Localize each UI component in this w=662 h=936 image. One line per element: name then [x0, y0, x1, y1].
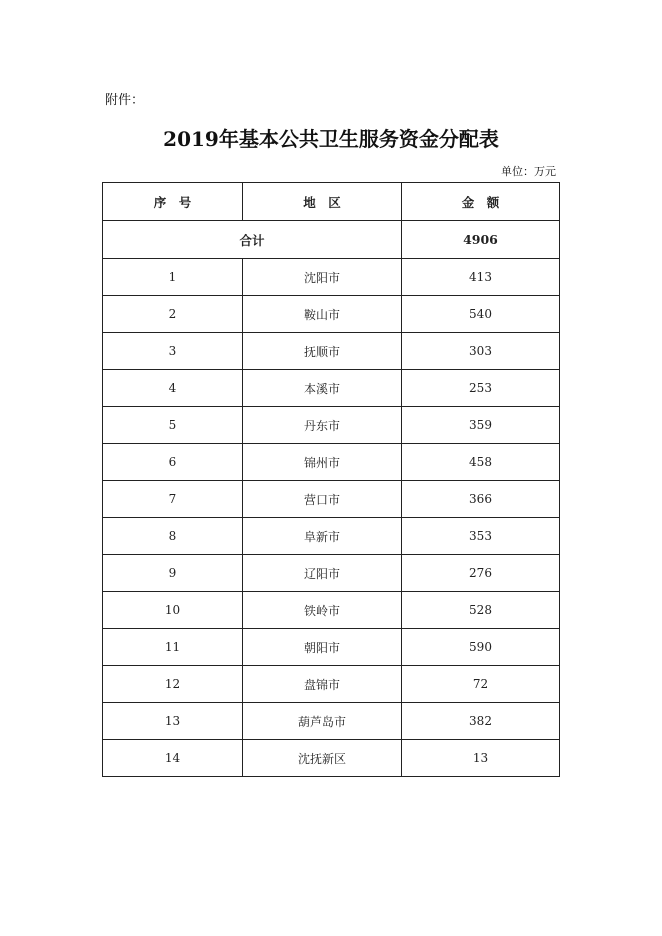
row-amount: 353 [402, 518, 560, 555]
row-amount: 413 [402, 259, 560, 296]
row-region: 辽阳市 [243, 555, 402, 592]
row-amount: 382 [402, 703, 560, 740]
header-row [103, 183, 560, 221]
row-region: 阜新市 [243, 518, 402, 555]
header-amount: 金 额 [402, 183, 560, 221]
table-row [103, 333, 560, 370]
table-row [103, 703, 560, 740]
row-index: 10 [103, 592, 243, 629]
row-region: 铁岭市 [243, 592, 402, 629]
row-index: 4 [103, 370, 243, 407]
row-region: 营口市 [243, 481, 402, 518]
row-region: 沈抚新区 [243, 740, 402, 777]
row-amount: 359 [402, 407, 560, 444]
row-index: 11 [103, 629, 243, 666]
row-amount: 253 [402, 370, 560, 407]
row-index: 3 [103, 333, 243, 370]
row-region: 本溪市 [243, 370, 402, 407]
row-index: 6 [103, 444, 243, 481]
table-row [103, 518, 560, 555]
table-row [103, 592, 560, 629]
row-index: 8 [103, 518, 243, 555]
page-title: 2019年基本公共卫生服务资金分配表 [163, 127, 499, 151]
row-index: 2 [103, 296, 243, 333]
table-row [103, 555, 560, 592]
row-amount: 303 [402, 333, 560, 370]
table-row [103, 407, 560, 444]
attachment-label: 附件： [105, 93, 145, 108]
table-row [103, 296, 560, 333]
row-index: 9 [103, 555, 243, 592]
row-region: 锦州市 [243, 444, 402, 481]
row-region: 葫芦岛市 [243, 703, 402, 740]
row-index: 7 [103, 481, 243, 518]
row-region: 盘锦市 [243, 666, 402, 703]
row-amount: 528 [402, 592, 560, 629]
header-region: 地 区 [243, 183, 402, 221]
table-row [103, 370, 560, 407]
row-index: 1 [103, 259, 243, 296]
unit-label: 单位：万元 [501, 165, 556, 178]
table-row [103, 740, 560, 777]
row-region: 抚顺市 [243, 333, 402, 370]
header-index: 序 号 [103, 183, 243, 221]
table-row [103, 444, 560, 481]
table-row [103, 666, 560, 703]
row-index: 5 [103, 407, 243, 444]
row-amount: 366 [402, 481, 560, 518]
total-row [103, 221, 560, 259]
row-region: 朝阳市 [243, 629, 402, 666]
row-amount: 458 [402, 444, 560, 481]
row-region: 鞍山市 [243, 296, 402, 333]
row-index: 13 [103, 703, 243, 740]
row-amount: 72 [402, 666, 560, 703]
row-amount: 590 [402, 629, 560, 666]
row-region: 丹东市 [243, 407, 402, 444]
row-index: 14 [103, 740, 243, 777]
total-amount: 4906 [402, 221, 560, 259]
row-amount: 276 [402, 555, 560, 592]
table-row [103, 259, 560, 296]
row-amount: 13 [402, 740, 560, 777]
row-index: 12 [103, 666, 243, 703]
row-amount: 540 [402, 296, 560, 333]
allocation-table [102, 182, 560, 777]
table-row [103, 481, 560, 518]
row-region: 沈阳市 [243, 259, 402, 296]
total-label: 合计 [103, 221, 402, 259]
table-row [103, 629, 560, 666]
